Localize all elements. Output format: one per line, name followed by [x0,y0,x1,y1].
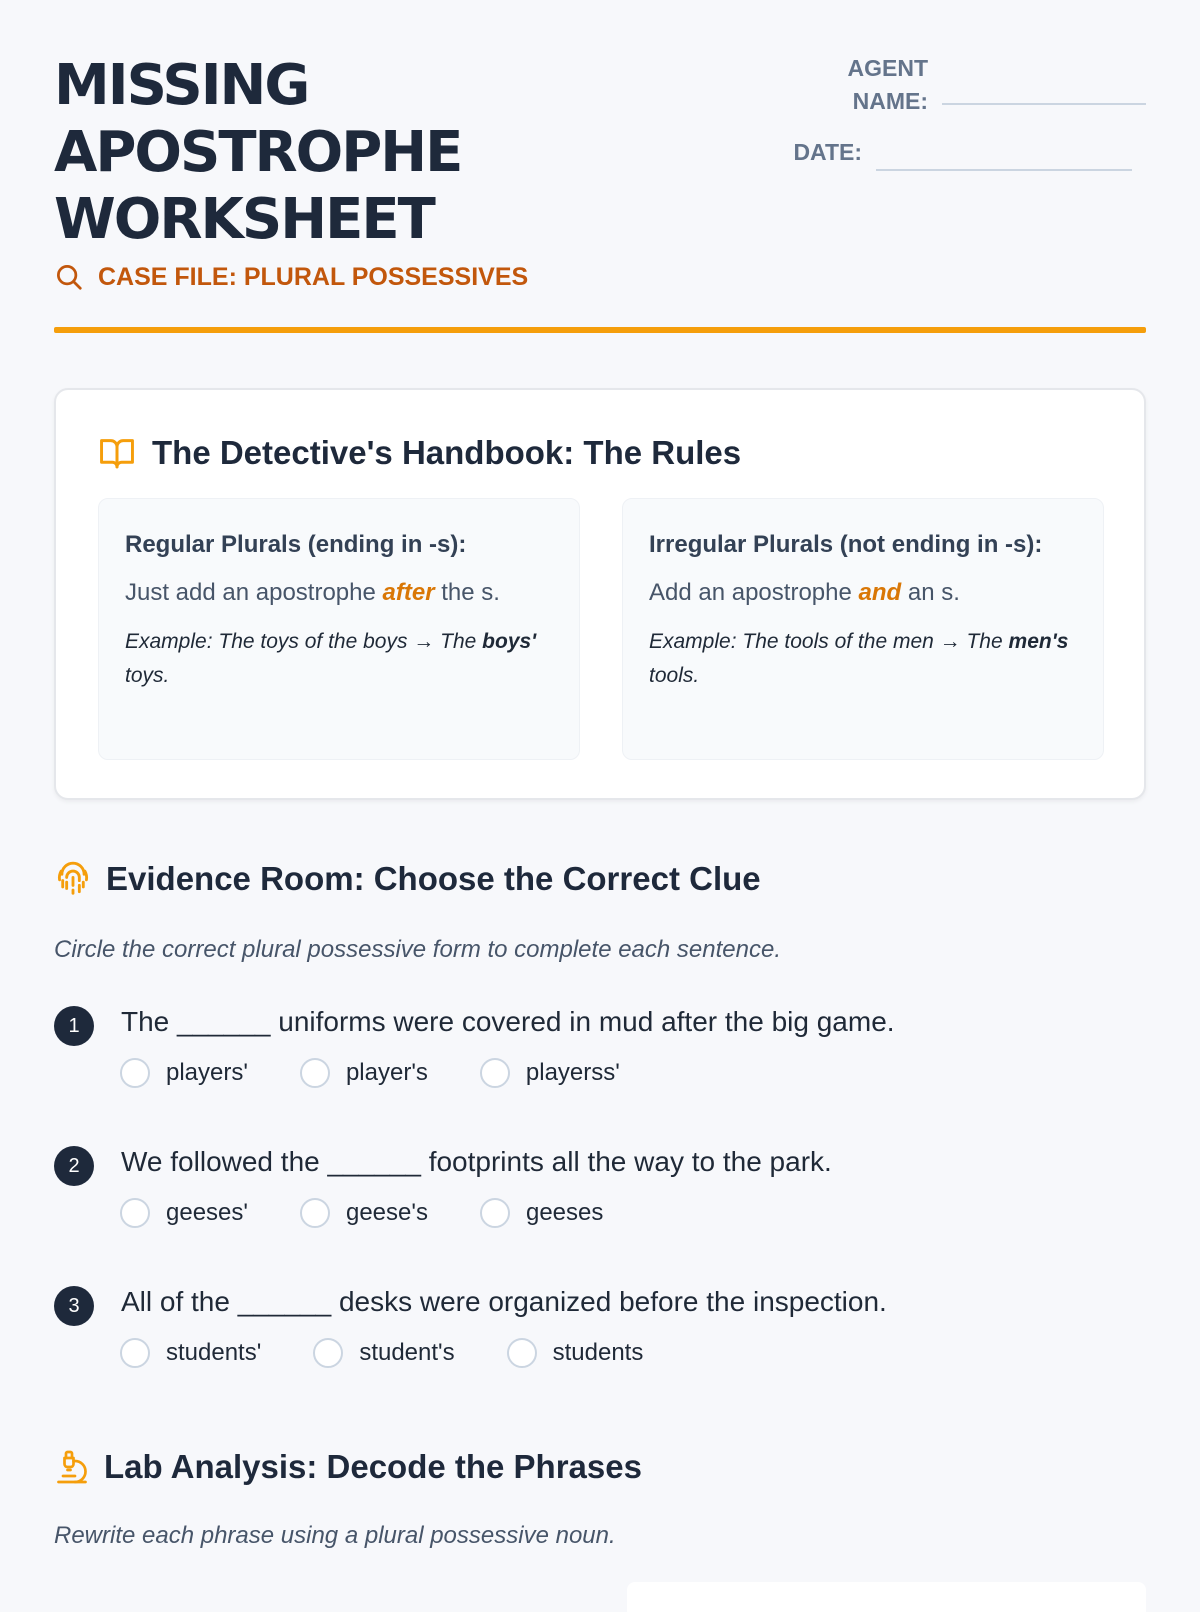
radio-button[interactable] [300,1198,330,1228]
title-line-2: APOSTROPHE [54,120,462,185]
option[interactable] [480,1198,603,1228]
option-label: playerss' [525,1059,620,1086]
microscope-icon [54,1448,90,1486]
example-bold: men's [1008,630,1069,653]
evidence-section-title: Evidence Room: Choose the Correct Clue [106,860,761,897]
date-label: DATE: [793,139,862,165]
evidence-instructions: Circle the correct plural possessive form to complete each sentence. [54,936,781,963]
agent-name-field [716,52,1146,122]
case-file-subtitle [54,262,528,292]
rule-text: Just add an apostrophe [125,579,383,606]
option-label: students [552,1339,644,1366]
radio-button[interactable] [507,1338,537,1368]
rule-emphasis: after [382,579,435,606]
lab-section-title: Lab Analysis: Decode the Phrases [104,1448,642,1485]
book-open-icon [98,436,136,470]
answer-options [120,1198,655,1228]
radio-button[interactable] [120,1338,150,1368]
option[interactable] [120,1198,248,1228]
title-line-1: MISSING [54,53,309,118]
question-number: 2 [54,1146,94,1186]
radio-button[interactable] [120,1058,150,1088]
handbook-header [98,434,741,472]
question-text: All of the ______ desks were organized before the inspection. [121,1286,887,1317]
rule-text: the s. [434,579,500,606]
question-text: We followed the ______ footprints all the way to the park. [121,1146,832,1177]
option[interactable] [480,1058,620,1088]
example-text: tools. [649,664,700,687]
option-label: student's [359,1339,455,1366]
answer-box[interactable] [627,1582,1146,1612]
agent-label-line1: AGENT [847,55,928,81]
option-label: player's [345,1059,428,1086]
case-file-label: CASE FILE: PLURAL POSSESSIVES [98,262,529,291]
irregular-plurals-rule [649,573,1077,613]
option-label: geeses' [166,1199,248,1226]
option[interactable] [120,1338,261,1368]
option[interactable] [313,1338,454,1368]
page-title [54,52,461,253]
question-number: 3 [54,1286,94,1326]
question-text: The ______ uniforms were covered in mud after the big game. [121,1006,895,1037]
rule-text: an s. [901,579,960,606]
question-number: 1 [54,1006,94,1046]
example-bold: boys' [482,630,537,653]
option-label: geese's [345,1199,428,1226]
handbook-panel [54,388,1146,800]
handbook-title: The Detective's Handbook: The Rules [152,434,742,471]
example-text: Example: The tools of the men → The [649,630,1009,653]
radio-button[interactable] [300,1058,330,1088]
option-label: students' [166,1339,262,1366]
header-divider [54,327,1146,333]
evidence-section-header [54,860,761,898]
option-label: players' [166,1059,248,1086]
option[interactable] [507,1338,644,1368]
option[interactable] [300,1198,428,1228]
example-text: Example: The toys of the boys → The [125,630,483,653]
option-label: geeses [525,1199,604,1226]
fingerprint-icon [54,860,92,898]
answer-options [120,1338,695,1368]
option[interactable] [120,1058,248,1088]
radio-button[interactable] [313,1338,343,1368]
rule-emphasis: and [858,579,902,606]
agent-name-input-line[interactable] [942,103,1146,105]
irregular-plurals-card [622,498,1104,760]
regular-plurals-card [98,498,580,760]
example-text: toys. [125,664,170,687]
lab-instructions: Rewrite each phrase using a plural possessive noun. [54,1522,616,1549]
date-field [716,136,1146,176]
radio-button[interactable] [480,1198,510,1228]
irregular-plurals-example [649,625,1077,693]
title-line-3: WORKSHEET [54,187,434,252]
regular-plurals-example [125,625,553,693]
irregular-plurals-heading: Irregular Plurals (not ending in -s): [649,531,1043,558]
date-input-line[interactable] [876,169,1132,171]
answer-options [120,1058,672,1088]
rule-text: Add an apostrophe [649,579,859,606]
option[interactable] [300,1058,428,1088]
radio-button[interactable] [480,1058,510,1088]
agent-label-line2: NAME: [852,88,928,114]
regular-plurals-heading: Regular Plurals (ending in -s): [125,531,467,558]
radio-button[interactable] [120,1198,150,1228]
magnifier-icon [54,262,84,292]
lab-section-header [54,1448,642,1486]
regular-plurals-rule [125,573,553,613]
worksheet-page [54,0,1146,1600]
